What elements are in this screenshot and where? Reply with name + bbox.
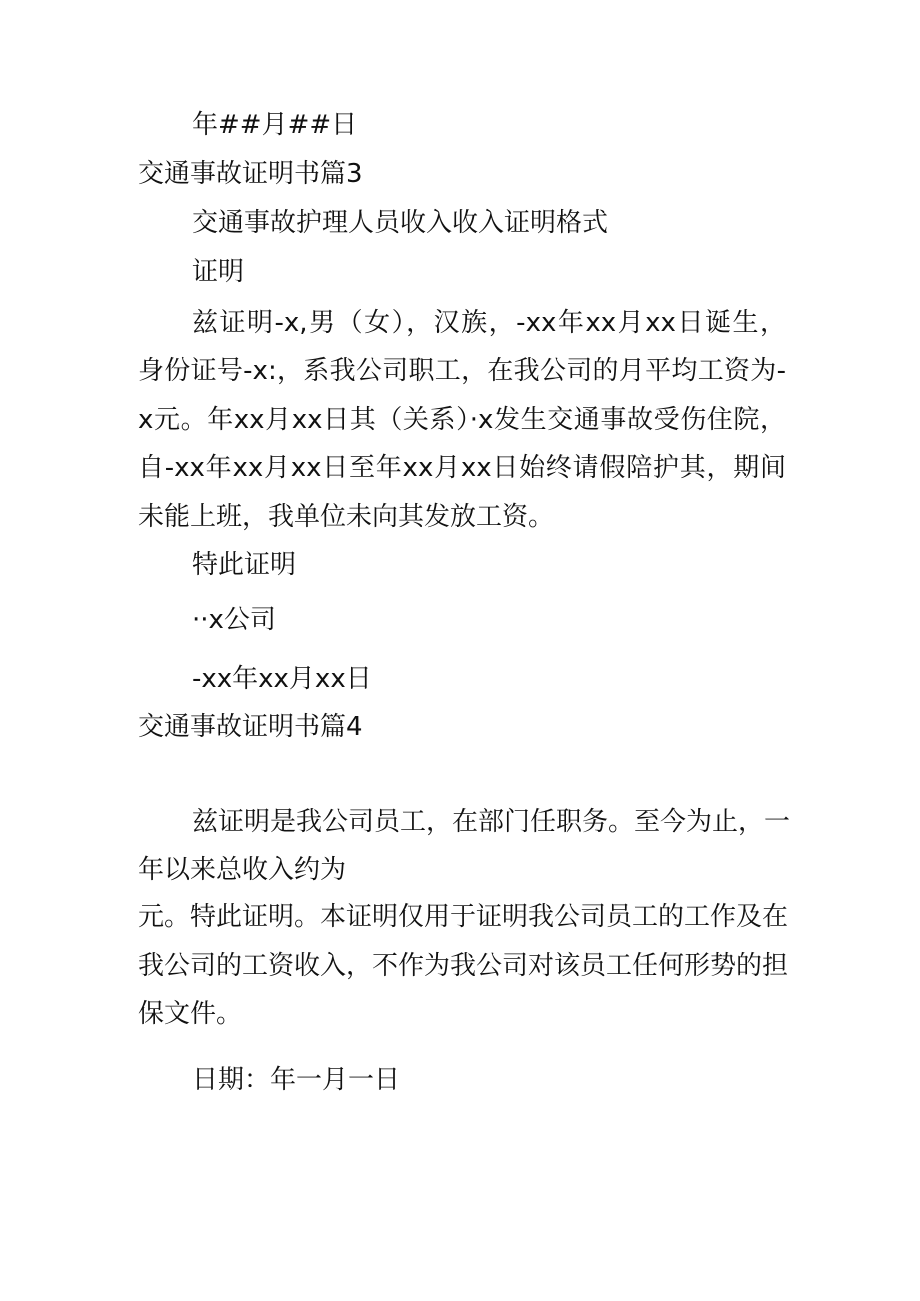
paragraph-2-line-1: 兹证明是我公司员工，在部门任职务。至今为止，一 [192, 807, 791, 837]
certificate-title: 证明 [192, 257, 245, 287]
top-date: 年##月##日 [192, 110, 358, 140]
company-signature: ··x公司 [192, 605, 276, 635]
section-4-title: 交通事故证明书篇4 [138, 712, 363, 742]
paragraph-1-line-1: 兹证明-x,男（女），汉族，-xx年xx月xx日诞生， [192, 308, 786, 338]
paragraph-2-line-4: 我公司的工资收入，不作为我公司对该员工任何形势的担 [138, 951, 789, 981]
signature-date: -xx年xx月xx日 [192, 664, 372, 694]
section-3-title: 交通事故证明书篇3 [138, 159, 363, 189]
paragraph-2-line-3: 元。特此证明。本证明仅用于证明我公司员工的工作及在 [138, 902, 789, 932]
paragraph-2-line-5: 保文件。 [138, 999, 243, 1029]
paragraph-1-line-2: 身份证号-x:，系我公司职工，在我公司的月平均工资为- [138, 356, 786, 386]
paragraph-1-line-3: x元。年xx月xx日其（关系）·x发生交通事故受伤住院， [138, 405, 786, 435]
paragraph-1-line-4: 自-xx年xx月xx日至年xx月xx日始终请假陪护其，期间 [138, 453, 786, 483]
paragraph-1-line-5: 未能上班，我单位未向其发放工资。 [138, 502, 555, 532]
closing-text: 特此证明 [192, 550, 297, 580]
paragraph-2-line-2: 年以来总收入约为 [138, 855, 347, 885]
date-line: 日期：年一月一日 [192, 1065, 401, 1095]
section-3-subtitle: 交通事故护理人员收入收入证明格式 [192, 208, 609, 238]
